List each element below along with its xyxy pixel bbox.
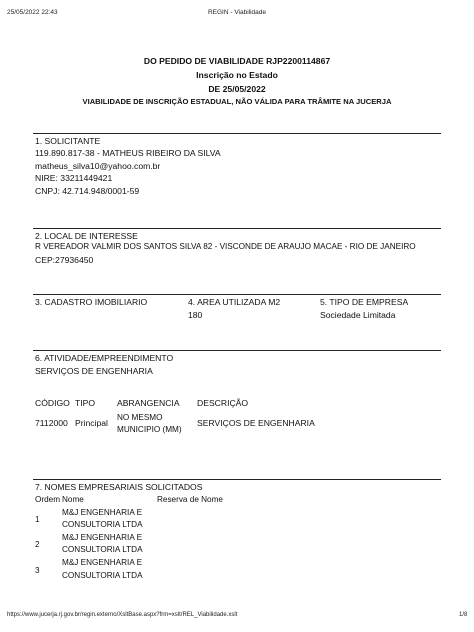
solicitante-nire: NIRE: 33211449421 xyxy=(35,173,113,183)
col-descricao: DESCRIÇÃO xyxy=(197,398,249,408)
row-descricao: SERVIÇOS DE ENGENHARIA xyxy=(197,418,315,428)
section-divider xyxy=(33,350,441,351)
atividade-heading: 6. ATIVIDADE/EMPREENDIMENTO xyxy=(35,353,174,363)
row-ordem: 3 xyxy=(35,566,40,575)
print-datetime: 25/05/2022 22:43 xyxy=(7,9,58,16)
row-codigo: 7112000 xyxy=(35,418,68,428)
cadastro-heading: 3. CADASTRO IMOBILIARIO xyxy=(35,297,148,307)
document-title: DO PEDIDO DE VIABILIDADE RJP2200114867 xyxy=(143,56,331,66)
section-divider xyxy=(33,479,441,480)
solicitante-email: matheus_silva10@yahoo.com.br xyxy=(35,161,161,171)
area-value: 180 xyxy=(188,310,203,320)
section-divider xyxy=(33,294,441,295)
local-address: R VEREADOR VALMIR DOS SANTOS SILVA 82 - VISCONDE DE ARAUJO MACAE - RIO DE JANEIRO xyxy=(35,242,416,251)
document-subtitle: Inscrição no Estado xyxy=(196,70,278,80)
area-heading: 4. AREA UTILIZADA M2 xyxy=(188,297,281,307)
print-url[interactable]: https://www.jucerja.rj.gov.br/regin.externo/XsltBase.aspx?frm=xslt/REL_Viabilidade.xslt xyxy=(7,612,238,618)
row-nome-line2: CONSULTORIA LTDA xyxy=(62,571,143,580)
row-abrangencia-line1: NO MESMO xyxy=(117,413,163,422)
col-reserva: Reserva de Nome xyxy=(157,495,223,504)
solicitante-heading: 1. SOLICITANTE xyxy=(35,136,101,146)
local-heading: 2. LOCAL DE INTERESSE xyxy=(35,231,138,241)
section-divider xyxy=(33,133,441,134)
row-nome-line1: M&J ENGENHARIA E xyxy=(62,558,143,567)
col-tipo: TIPO xyxy=(75,398,96,408)
local-cep: CEP:27936450 xyxy=(35,255,94,265)
col-ordem: Ordem xyxy=(35,495,61,504)
nomes-heading: 7. NOMES EMPRESARIAIS SOLICITADOS xyxy=(35,482,203,492)
row-nome-line1: M&J ENGENHARIA E xyxy=(62,533,143,542)
col-codigo: CÓDIGO xyxy=(35,398,70,408)
row-tipo: Principal xyxy=(75,418,108,428)
row-nome-line2: CONSULTORIA LTDA xyxy=(62,545,143,554)
section-divider xyxy=(33,228,441,229)
print-page-number: 1/8 xyxy=(459,612,468,618)
atividade-description: SERVIÇOS DE ENGENHARIA xyxy=(35,366,153,376)
col-abrangencia: ABRANGENCIA xyxy=(117,398,180,408)
row-ordem: 1 xyxy=(35,515,40,524)
tipo-empresa-heading: 5. TIPO DE EMPRESA xyxy=(320,297,409,307)
col-nome: Nome xyxy=(62,495,84,504)
document-date: DE 25/05/2022 xyxy=(208,84,266,94)
row-abrangencia-line2: MUNICIPIO (MM) xyxy=(117,425,182,434)
tipo-empresa-value: Sociedade Limitada xyxy=(320,310,396,320)
row-ordem: 2 xyxy=(35,540,40,549)
row-nome-line2: CONSULTORIA LTDA xyxy=(62,520,143,529)
solicitante-cnpj: CNPJ: 42.714.948/0001-59 xyxy=(35,186,140,196)
solicitante-name: 119.890.817-38 - MATHEUS RIBEIRO DA SILVA xyxy=(35,148,221,158)
row-nome-line1: M&J ENGENHARIA E xyxy=(62,508,143,517)
document-notice: VIABILIDADE DE INSCRIÇÃO ESTADUAL, NÃO VÁLIDA PARA TRÂMITE NA JUCERJA xyxy=(82,97,392,106)
print-page-title: REGIN - Viabilidade xyxy=(207,9,267,16)
